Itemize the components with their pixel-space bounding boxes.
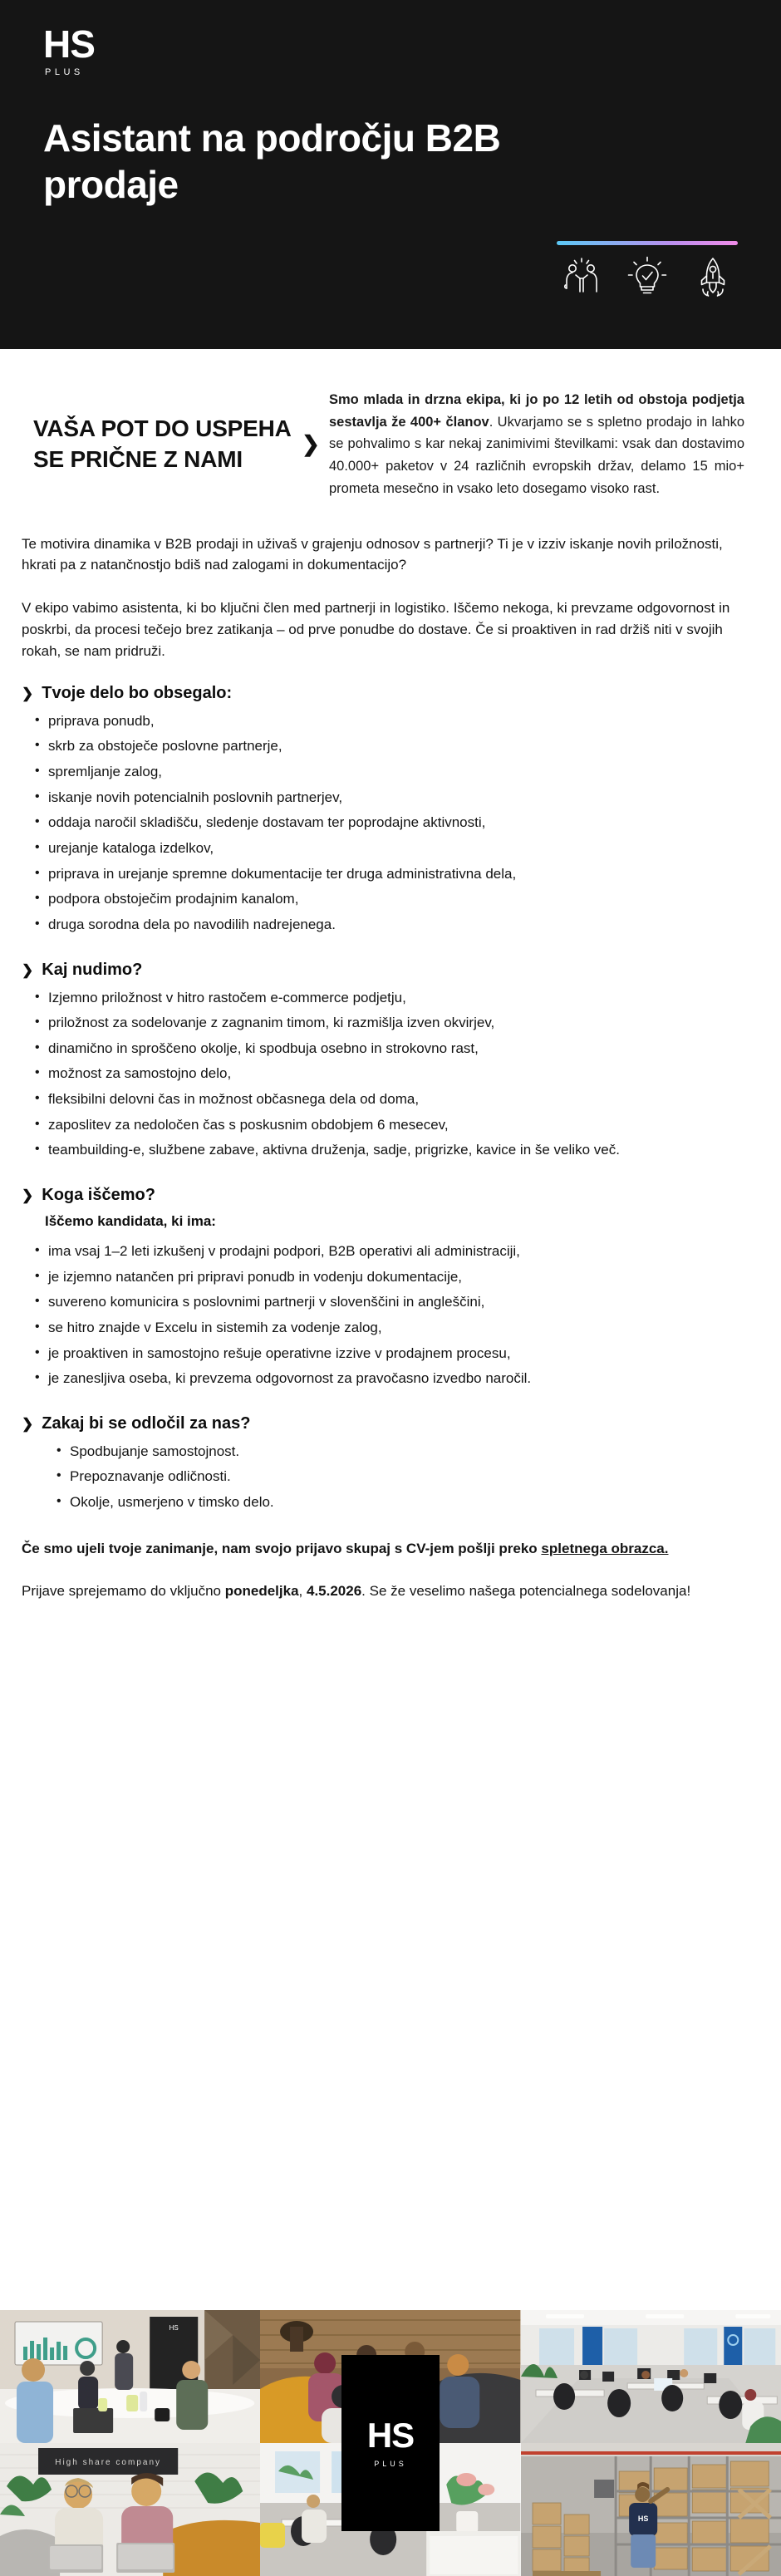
job-section: [22, 1186, 759, 1389]
job-section: [22, 1414, 759, 1513]
chevron-right-icon: ❯: [22, 1415, 34, 1432]
intro-lead-bold: Smo mlada in drzna ekipa, ki jo po 12 letih od obstoja podjetja sestavlja že 400+ članov: [329, 392, 744, 430]
deadline-date: 4.5.2026: [306, 1583, 362, 1600]
intro-heading-wrap: [18, 414, 292, 475]
deadline-note: [22, 1581, 759, 1602]
deadline-day: ponedeljka: [224, 1583, 299, 1600]
section-title: Tvoje delo bo obsegalo:: [42, 683, 233, 702]
section-title: Kaj nudimo?: [42, 960, 143, 979]
list-item: • Spodbujanje samostojnost.: [22, 1442, 759, 1463]
header-decoration: [557, 241, 748, 298]
list-item: • suvereno komunicira s poslovnimi partnerji v slovenščini in angleščini,: [22, 1292, 759, 1313]
two-women-laptops-photo: [0, 2443, 260, 2576]
section-title: Koga iščemo?: [42, 1185, 155, 1204]
job-section: [22, 961, 759, 1161]
intro-chevron-icon: ❯: [302, 431, 320, 457]
list-item: • iskanje novih potencialnih poslovnih partnerjev,: [22, 788, 759, 809]
deadline-separator: ,: [298, 1583, 307, 1600]
job-section: [22, 684, 759, 936]
list-item: • dinamično in sproščeno okolje, ki spodbuja osebno in strokovno rast,: [22, 1039, 759, 1059]
list-item: • Izjemno priložnost v hitro rastočem e-commerce podjetju,: [22, 988, 759, 1009]
section-title: Zakaj bi se odločil za nas?: [42, 1413, 251, 1433]
header-icon-row: [557, 255, 738, 298]
list-item: • podpora obstoječim prodajnim kanalom,: [22, 889, 759, 910]
section-heading: [22, 1186, 759, 1205]
chevron-right-icon: ❯: [22, 685, 34, 701]
list-item: • zaposlitev za nedoločen čas s poskusnim obdobjem 6 mesecev,: [22, 1115, 759, 1136]
list-item: • oddaja naročil skladišču, sledenje dostavam ter poprodajne aktivnosti,: [22, 813, 759, 833]
list-item: • možnost za samostojno delo,: [22, 1064, 759, 1084]
svg-text:HS: HS: [637, 2515, 649, 2523]
gallery-brand-logo: [341, 2355, 440, 2531]
list-item: • priložnost za sodelovanje z zagnanim timom, ki razmišlja izven okvirjev,: [22, 1013, 759, 1034]
list-item: • je izjemno natančen pri pripravi ponudb in vodenju dokumentacije,: [22, 1267, 759, 1288]
meeting-room-presentation-photo: [0, 2310, 260, 2443]
high-five-icon: [560, 255, 603, 298]
open-office-desks-photo: [521, 2310, 781, 2443]
list-item: • priprava in urejanje spremne dokumentacije ter druga administrativna dela,: [22, 864, 759, 885]
chevron-right-icon: ❯: [22, 1187, 34, 1203]
list-item: • urejanje kataloga izdelkov,: [22, 838, 759, 859]
deadline-prefix: Prijave sprejemamo do vključno: [22, 1583, 225, 1600]
deadline-suffix: . Se že veselimo našega potencialnega sodelovanja!: [361, 1583, 691, 1600]
list-item: • Okolje, usmerjeno v timsko delo.: [22, 1492, 759, 1513]
list-item: • Prepoznavanje odličnosti.: [22, 1467, 759, 1487]
intro-section: [0, 349, 781, 500]
list-item: • je proaktiven in samostojno rešuje operativne izzive v prodajnem procesu,: [22, 1344, 759, 1364]
list-item: • druga sorodna dela po navodilih nadrejenega.: [22, 915, 759, 936]
intro-paragraph: [329, 389, 744, 500]
section-heading: [22, 1414, 759, 1433]
role-summary-paragraph: V ekipo vabimo asistenta, ki bo ključni člen med partnerji in logistiko. Iščemo nekoga, ki prevzame odgovornost in poskrbi, da procesi tečejo brez zatikanja – od prve ponudbe do dostave. Če si proaktiven in rad držiš niti v svojih rokah, se nam pridruži.: [22, 600, 730, 659]
intro-question-paragraph: Te motivira dinamika v B2B prodaji in uživaš v grajenju odnosov s partnerji? Ti je v izziv iskanje novih priložnosti, hkrati pa z natančnostjo bdiš nad zalogami in dokumentacijo?: [22, 535, 723, 573]
section-list: [22, 988, 759, 1161]
list-item: • se hitro znajde v Excelu in sistemih za vodenje zalog,: [22, 1318, 759, 1339]
gallery-logo-sub: PLUS: [374, 2460, 407, 2468]
section-list: [22, 1241, 759, 1389]
photo-gallery: [0, 2310, 781, 2576]
page-header: [0, 0, 781, 349]
lightbulb-check-icon: [626, 255, 669, 298]
section-list: [22, 711, 759, 936]
list-item: • je zanesljiva oseba, ki prevzema odgovornost za pravočasno izvedbo naročil.: [22, 1369, 759, 1389]
intro-lead-rest: . Ukvarjamo se s spletno prodajo in lahko se pohvalimo s kar nekaj zanimivimi številkami: vsak dan dostavimo 40.000+ paketov v 24 različnih evropskih držav, delamo 15 mio+ prometa mesečno in vsako leto dosegamo visoko rast.: [329, 414, 744, 496]
sections-container: [22, 684, 759, 1513]
brand-logo: [43, 22, 95, 77]
list-item: • spremljanje zalog,: [22, 762, 759, 783]
svg-text:High share company: High share company: [55, 2458, 162, 2467]
job-description-body: [0, 500, 781, 1602]
page-title: Asistant na področju B2B prodaje: [43, 116, 501, 207]
application-cta: [22, 1538, 759, 1560]
chevron-right-icon: ❯: [22, 961, 34, 978]
list-item: • skrb za obstoječe poslovne partnerje,: [22, 736, 759, 757]
rocket-icon: [691, 255, 734, 298]
closing-block: [22, 1538, 759, 1602]
section-heading: [22, 961, 759, 980]
brand-logo-main: HS: [43, 22, 95, 66]
section-subtitle: Iščemo kandidata, ki ima:: [45, 1212, 216, 1229]
application-cta-text: Če smo ujeli tvoje zanimanje, nam svojo prijavo skupaj s CV-jem pošlji preko: [22, 1540, 542, 1556]
gradient-divider: [557, 241, 738, 245]
section-heading: [22, 684, 759, 703]
warehouse-shelving-photo: [521, 2443, 781, 2576]
list-item: • priprava ponudb,: [22, 711, 759, 732]
section-list: [22, 1442, 759, 1513]
intro-heading: VAŠA POT DO USPEHA SE PRIČNE Z NAMI: [33, 415, 291, 472]
list-item: • teambuilding-e, službene zabave, aktivna druženja, sadje, prigrizke, kavice in še veliko več.: [22, 1140, 759, 1161]
application-form-link[interactable]: spletnega obrazca.: [541, 1540, 669, 1556]
svg-text:HS: HS: [169, 2324, 179, 2332]
list-item: • fleksibilni delovni čas in možnost občasnega dela od doma,: [22, 1089, 759, 1110]
list-item: • ima vsaj 1–2 leti izkušenj v prodajni podpori, B2B operativi ali administraciji,: [22, 1241, 759, 1262]
brand-logo-sub: PLUS: [45, 67, 84, 77]
gallery-logo-main: HS: [366, 2416, 415, 2455]
